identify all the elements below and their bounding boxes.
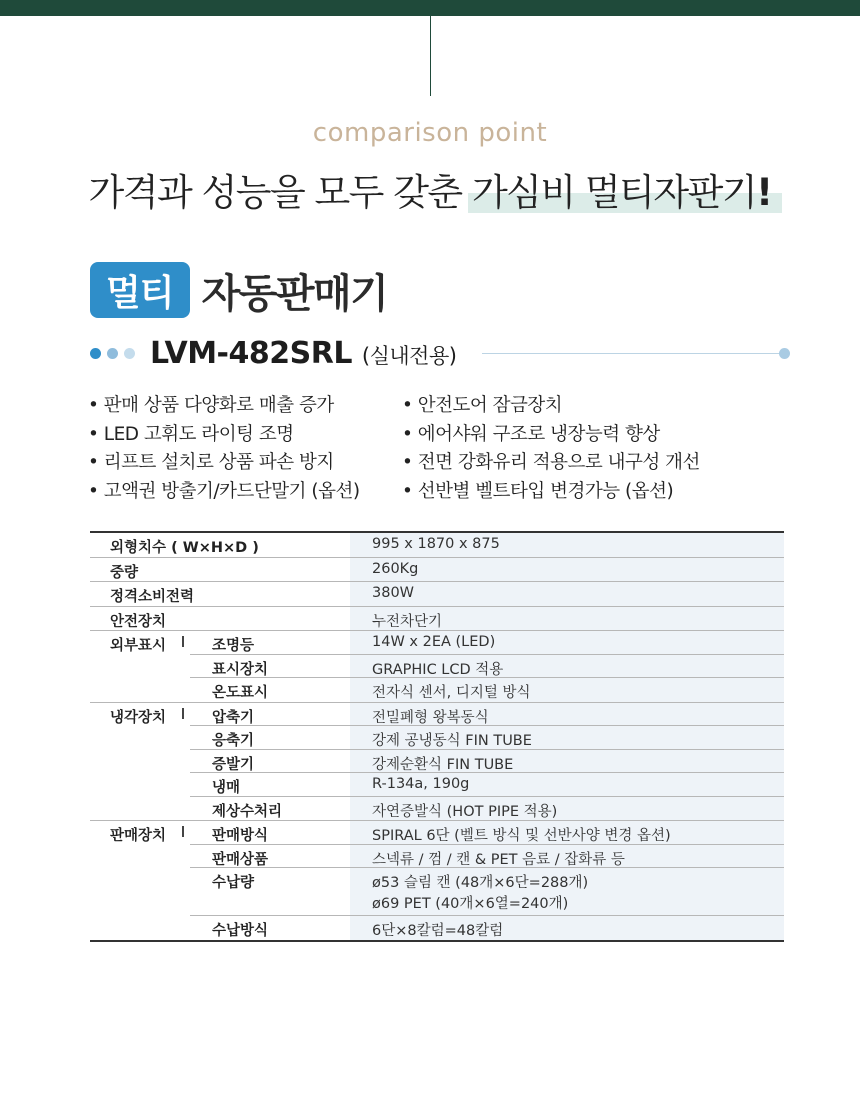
section-subtitle: comparison point — [312, 118, 548, 148]
headline-text: 가격과 성능을 모두 갖춘 — [88, 171, 472, 214]
product-title — [90, 262, 387, 318]
spec-value-line: ø53 슬림 캔 (48개×6단=288개) — [372, 875, 589, 891]
group-marker — [182, 636, 184, 647]
spec-label: 안전장치 — [110, 613, 167, 630]
table-row — [90, 750, 784, 774]
model-note: (실내전용) — [361, 344, 457, 368]
headline-highlight-text: 가심비 멀티자판기 — [471, 171, 757, 214]
spec-value: 전자식 센서, 디지털 방식 — [350, 678, 784, 702]
spec-label: 표시장치 — [212, 661, 269, 678]
spec-label: 판매상품 — [212, 851, 269, 868]
table-row — [90, 631, 784, 655]
feature-item: • 안전도어 잠금장치 — [402, 392, 700, 421]
feature-item: • 에어샤워 구조로 냉장능력 향상 — [402, 421, 700, 450]
dot-icon — [107, 348, 118, 359]
spec-group-label: 외부표시 — [110, 638, 167, 654]
spec-label: 수납량 — [212, 875, 255, 891]
table-row — [90, 533, 784, 558]
top-bar — [0, 0, 860, 16]
table-row — [90, 797, 784, 822]
feature-list-right — [402, 392, 700, 506]
table-row — [90, 582, 784, 607]
spec-value: 14W x 2EA (LED) — [350, 631, 784, 655]
model-name — [150, 336, 456, 371]
product-badge: 멀티 — [90, 262, 190, 318]
table-row — [90, 678, 784, 703]
feature-item: • 고액권 방출기/카드단말기 (옵션) — [88, 478, 360, 507]
spec-label: 냉매 — [212, 780, 241, 796]
dot-icon — [90, 348, 101, 359]
spec-label: 증발기 — [212, 756, 255, 773]
table-row — [90, 558, 784, 583]
table-row — [90, 703, 784, 727]
dot-icon — [779, 348, 790, 359]
table-row — [90, 821, 784, 845]
table-row — [90, 655, 784, 679]
dot-icon — [124, 348, 135, 359]
feature-item: • 선반별 벨트타입 변경가능 (옵션) — [402, 478, 700, 507]
spec-label: 조명등 — [212, 638, 255, 654]
spec-label: 외형치수 ( W×H×D ) — [110, 540, 259, 556]
spec-group-label: 판매장치 — [110, 828, 167, 844]
spec-label: 중량 — [110, 564, 139, 581]
table-row — [90, 845, 784, 869]
spec-value: 누전차단기 — [350, 607, 784, 631]
spec-label: 응축기 — [212, 733, 255, 749]
headline-highlight — [472, 162, 772, 216]
model-row — [90, 336, 790, 372]
spec-value: 380W — [350, 582, 784, 606]
headline-exclamation: ! — [756, 171, 772, 214]
feature-item: • 판매 상품 다양화로 매출 증가 — [88, 392, 360, 421]
group-marker — [182, 826, 184, 837]
spec-value: 자연증발식 (HOT PIPE 적용) — [350, 797, 784, 821]
spec-label: 수납방식 — [212, 923, 269, 939]
spec-value — [350, 868, 784, 916]
table-row — [90, 916, 784, 940]
spec-value: 995 x 1870 x 875 — [350, 533, 784, 557]
feature-item: • 전면 강화유리 적용으로 내구성 개선 — [402, 449, 700, 478]
spec-label: 압축기 — [212, 709, 255, 726]
spec-label: 판매방식 — [212, 828, 269, 844]
table-row — [90, 607, 784, 632]
spec-value: SPIRAL 6단 (벨트 방식 및 선반사양 변경 옵션) — [350, 821, 784, 845]
product-category: 자동판매기 — [201, 270, 388, 317]
spec-label: 정격소비전력 — [110, 589, 195, 605]
group-marker — [182, 708, 184, 719]
table-row — [90, 868, 784, 916]
table-row — [90, 773, 784, 797]
spec-value: 강제순환식 FIN TUBE — [350, 750, 784, 774]
table-row — [90, 726, 784, 750]
model-rule — [482, 353, 782, 354]
divider-line — [430, 16, 431, 96]
spec-value: 260Kg — [350, 558, 784, 582]
spec-label: 온도표시 — [212, 685, 269, 701]
spec-label: 제상수처리 — [212, 803, 283, 820]
feature-list-left — [88, 392, 360, 506]
model-number: LVM-482SRL — [150, 336, 352, 371]
spec-value: R-134a, 190g — [350, 773, 784, 797]
spec-value: 전밀폐형 왕복동식 — [350, 703, 784, 727]
spec-value: 스넥류 / 껌 / 캔 & PET 음료 / 잡화류 등 — [350, 845, 784, 869]
feature-item: • LED 고휘도 라이팅 조명 — [88, 421, 360, 450]
spec-value: 강제 공냉동식 FIN TUBE — [350, 726, 784, 750]
spec-group-label: 냉각장치 — [110, 709, 167, 726]
spec-table — [90, 531, 784, 942]
spec-value-line: ø69 PET (40개×6열=240개) — [372, 896, 569, 912]
spec-value: 6단×8칼럼=48칼럼 — [350, 916, 784, 940]
section-headline — [0, 162, 860, 216]
feature-item: • 리프트 설치로 상품 파손 방지 — [88, 449, 360, 478]
spec-value: GRAPHIC LCD 적용 — [350, 655, 784, 679]
